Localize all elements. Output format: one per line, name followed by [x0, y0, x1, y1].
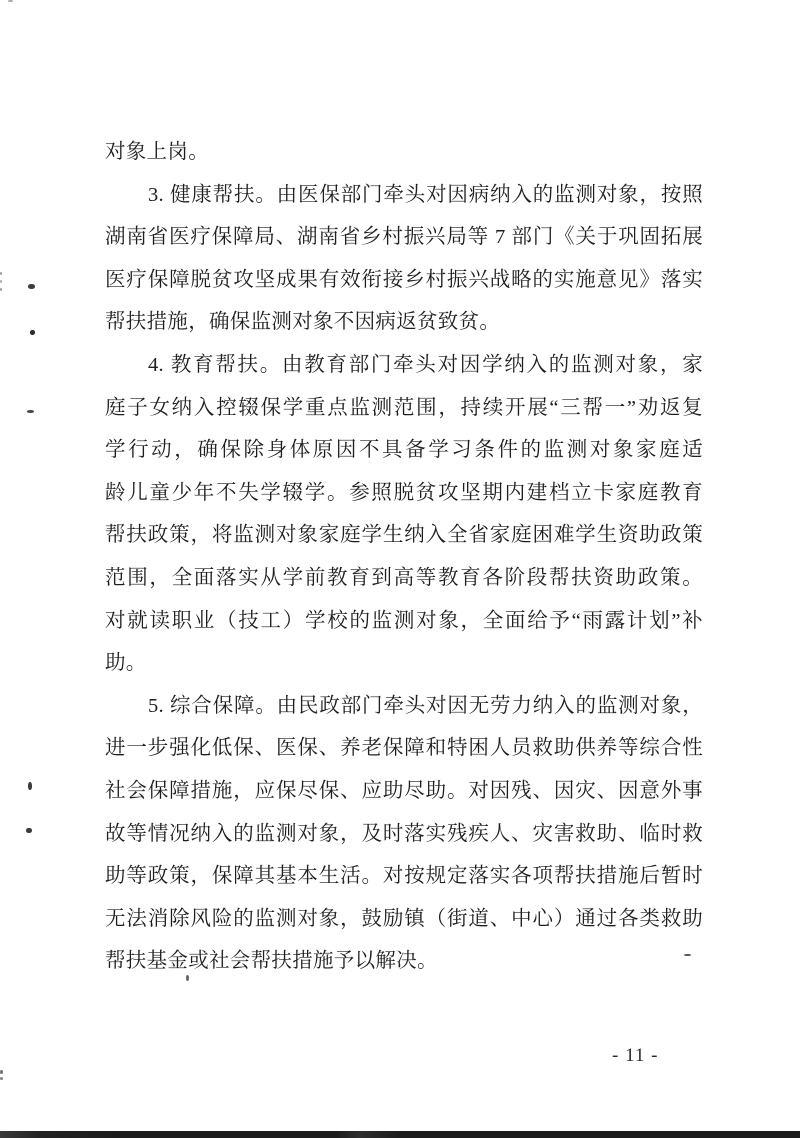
- document-text-line: 助等政策，保障其基本生活。对按规定落实各项帮扶措施后暂时: [105, 865, 703, 888]
- scan-speck: [0, 288, 2, 291]
- scan-speck: [28, 284, 35, 289]
- scan-speck: [186, 975, 189, 981]
- document-text-line: 学行动，确保除身体原因不具备学习条件的监测对象家庭适: [105, 439, 703, 462]
- document-text-line: 医疗保障脱贫攻坚成果有效衔接乡村振兴战略的实施意见》落实: [105, 268, 703, 291]
- document-text-block: [105, 131, 703, 983]
- scan-speck: [8, 0, 13, 2]
- document-text-line: 帮扶基金或社会帮扶措施予以解决。: [105, 950, 438, 973]
- document-text-line: 对就读职业（技工）学校的监测对象，全面给予“雨露计划”补: [105, 609, 703, 632]
- document-text-line: 故等情况纳入的监测对象，及时落实残疾人、灾害救助、临时救: [105, 822, 703, 845]
- document-text-line: 社会保障措施，应保尽保、应助尽助。对因残、因灾、因意外事: [105, 779, 703, 802]
- document-text-line: 对象上岗。: [105, 141, 209, 163]
- scan-edge-bottom: [0, 1131, 800, 1138]
- document-text-line: 帮扶措施，确保监测对象不因病返贫致贫。: [105, 311, 501, 334]
- document-text-line: 龄儿童少年不失学辍学。参照脱贫攻坚期内建档立卡家庭教育: [105, 481, 703, 504]
- scan-speck: [684, 954, 691, 956]
- document-text-line: 无法消除风险的监测对象，鼓励镇（街道、中心）通过各类救助: [105, 907, 703, 930]
- scan-speck: [27, 410, 34, 413]
- scan-speck: [28, 782, 32, 790]
- document-text-line: 5. 综合保障。由民政部门牵头对因无劳力纳入的监测对象，: [148, 694, 703, 717]
- scan-speck: [0, 272, 2, 275]
- scan-speck: [0, 1070, 3, 1074]
- scan-speck: [0, 1077, 3, 1080]
- scan-speck: [26, 828, 32, 833]
- page-number: - 11 -: [612, 1045, 659, 1066]
- document-text-line: 湖南省医疗保障局、湖南省乡村振兴局等 7 部门《关于巩固拓展: [105, 226, 703, 249]
- document-text-line: 帮扶政策，将监测对象家庭学生纳入全省家庭困难学生资助政策: [105, 524, 703, 547]
- document-text-line: 4. 教育帮扶。由教育部门牵头对因学纳入的监测对象，家: [148, 353, 703, 376]
- document-text-line: 进一步强化低保、医保、养老保障和特困人员救助供养等综合性: [105, 737, 703, 760]
- document-text-line: 范围，全面落实从学前教育到高等教育各阶段帮扶资助政策。: [105, 566, 703, 589]
- document-text-line: 助。: [105, 652, 147, 675]
- document-text-line: 庭子女纳入控辍保学重点监测范围，持续开展“三帮一”劝返复: [105, 396, 703, 419]
- scan-speck: [0, 280, 2, 283]
- document-text-line: 3. 健康帮扶。由医保部门牵头对因病纳入的监测对象，按照: [148, 183, 703, 206]
- scan-speck: [30, 330, 35, 335]
